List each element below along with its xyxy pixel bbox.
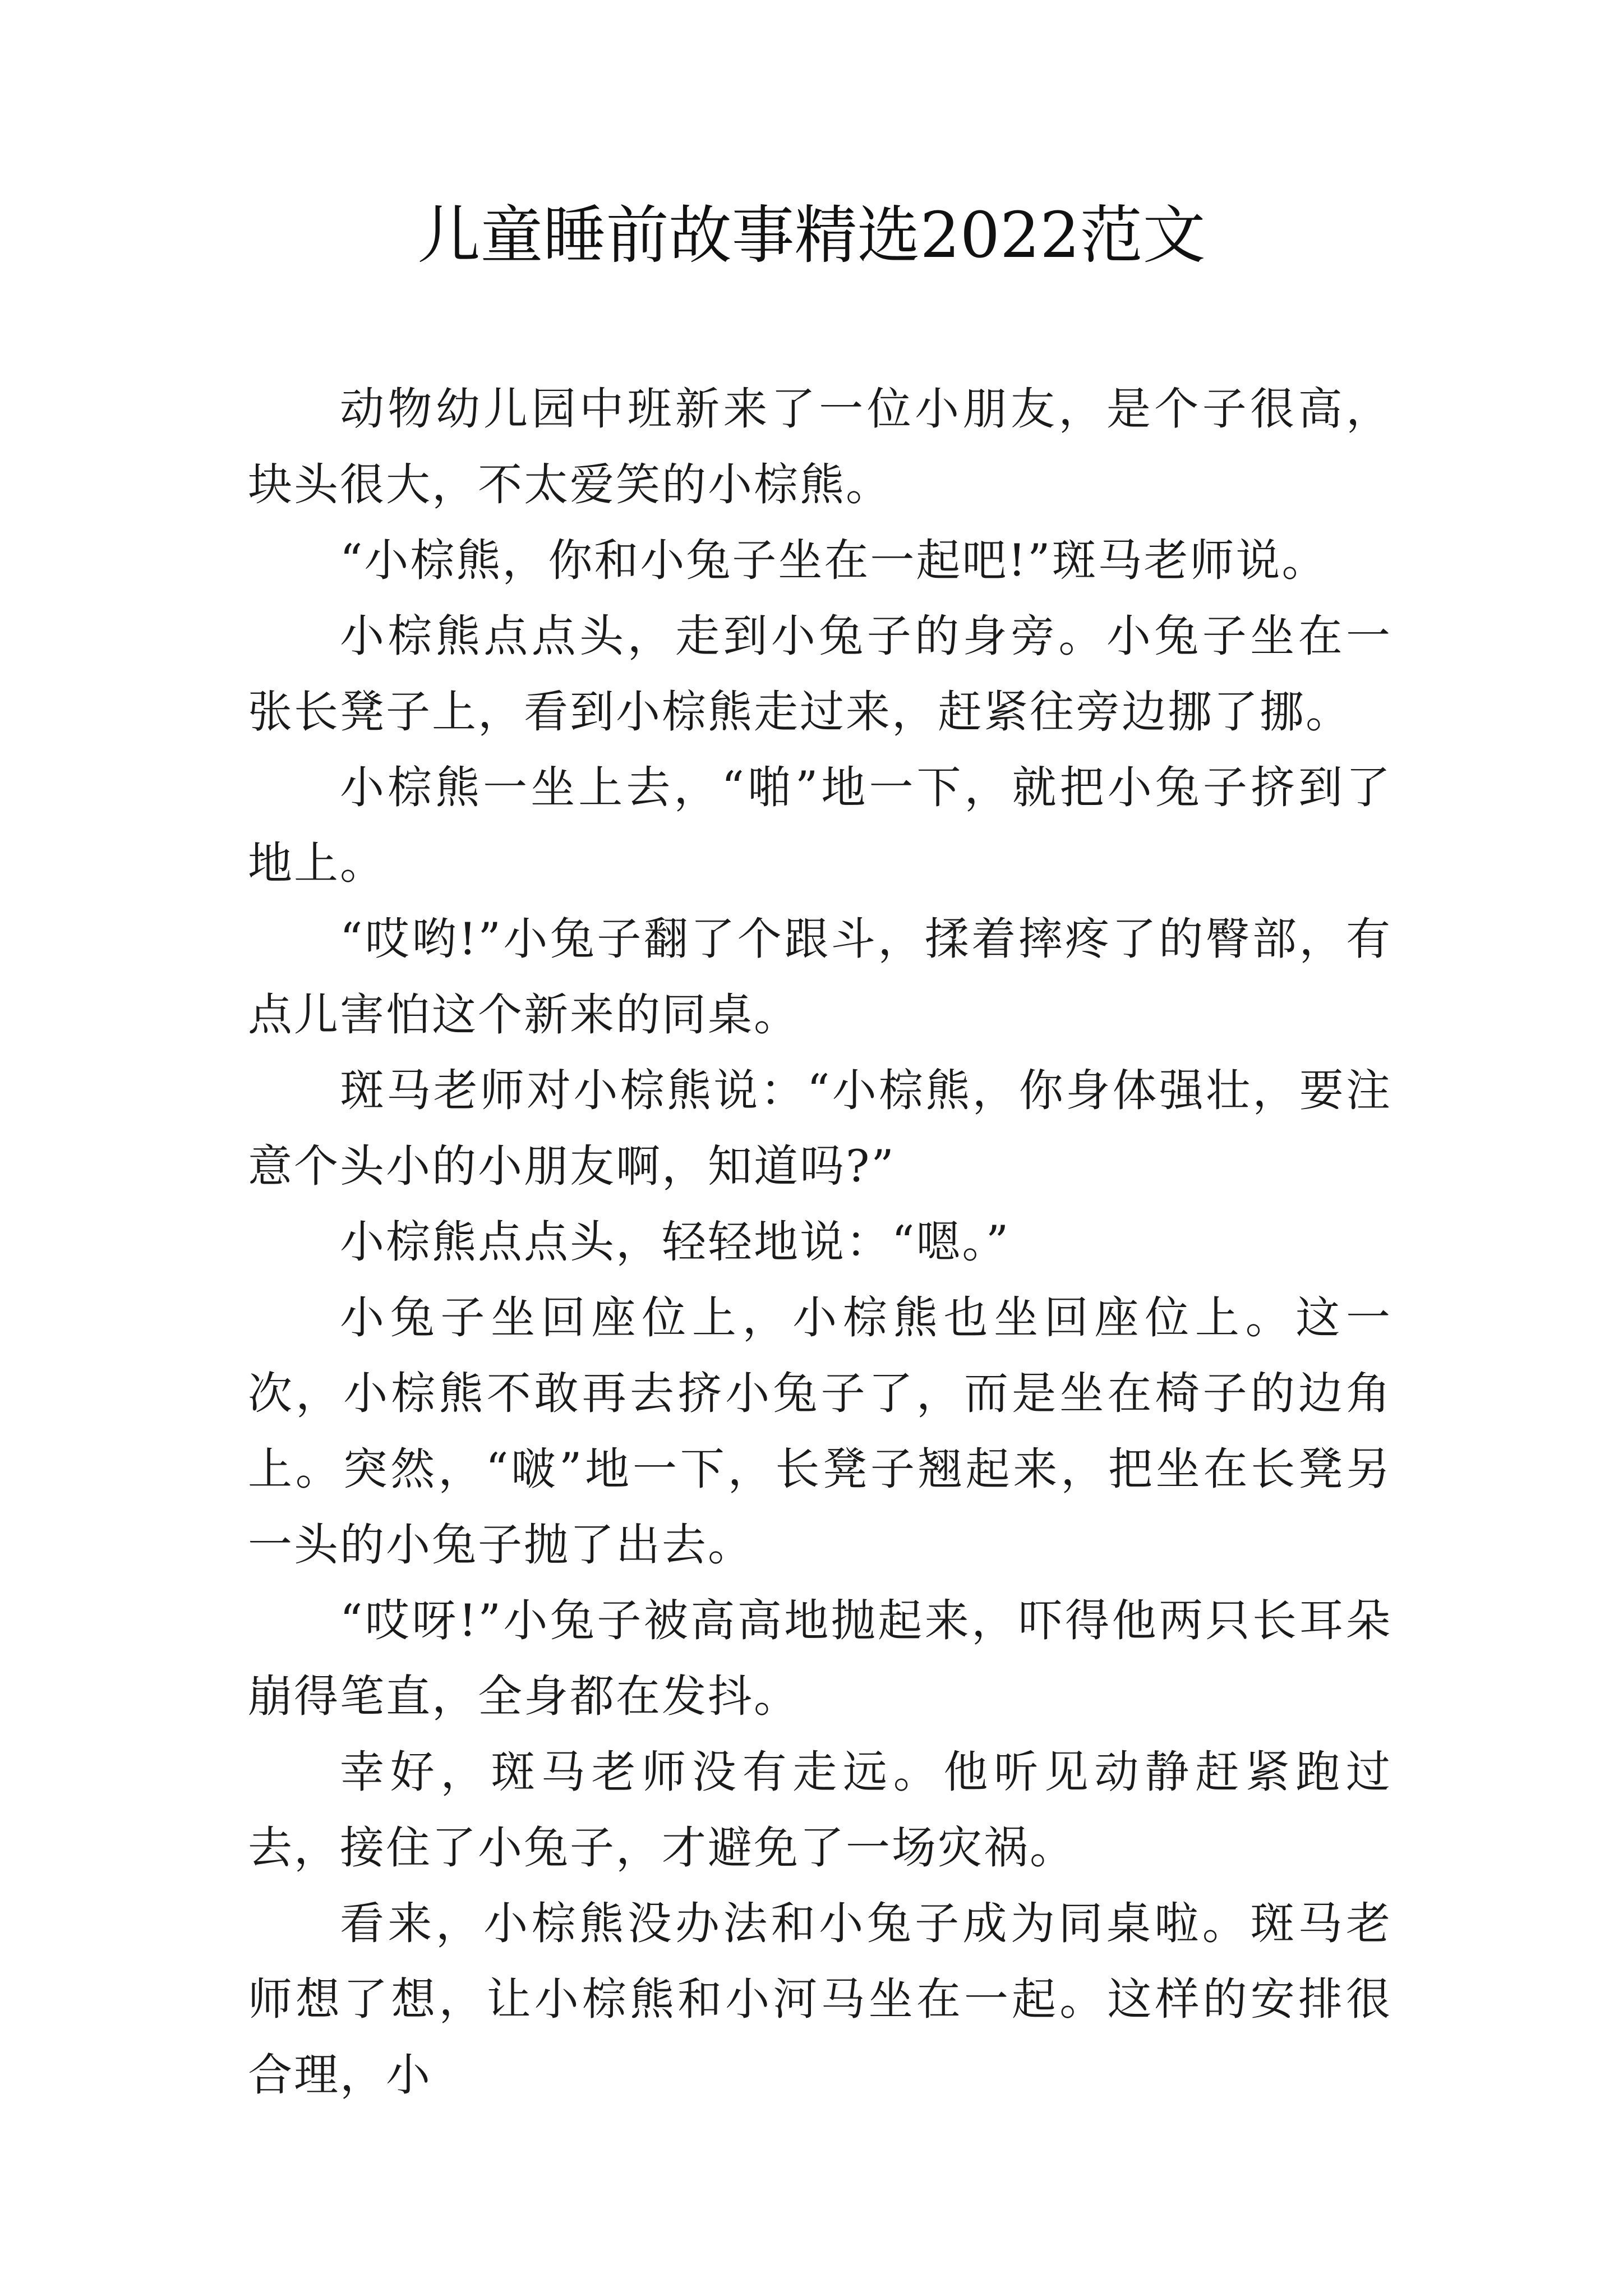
paragraph: 小兔子坐回座位上，小棕熊也坐回座位上。这一次，小棕熊不敢再去挤小兔子了，而是坐在椅子的边角上。突然，“啵”地一下，长凳子翘起来，把坐在长凳另一头的小兔子抛了出去。 <box>248 1292 1392 1571</box>
paragraph: 斑马老师对小棕熊说：“小棕熊，你身体强壮，要注意个头小的小朋友啊，知道吗?” <box>248 1065 1392 1192</box>
paragraph: 小棕熊点点头，走到小兔子的身旁。小兔子坐在一张长凳子上，看到小棕熊走过来，赶紧往旁边挪了挪。 <box>248 610 1392 738</box>
paragraph: “小棕熊，你和小兔子坐在一起吧!”斑马老师说。 <box>340 535 1328 586</box>
document-title: 儿童睡前故事精选2022范文 <box>417 199 1206 272</box>
paragraph: 小棕熊点点头，轻轻地说：“嗯。” <box>340 1216 1011 1268</box>
paragraph: 幸好，斑马老师没有走远。他听见动静赶紧跑过去，接住了小兔子，才避免了一场灾祸。 <box>248 1746 1392 1874</box>
paragraph: “哎呀!”小兔子被高高地抛起来，吓得他两只长耳朵崩得笔直，全身都在发抖。 <box>248 1595 1392 1722</box>
paragraph: “哎哟!”小兔子翻了个跟斗，揉着摔疼了的臀部，有点儿害怕这个新来的同桌。 <box>248 913 1392 1041</box>
paragraph: 动物幼儿园中班新来了一位小朋友，是个子很高，块头很大，不太爱笑的小棕熊。 <box>248 383 1392 510</box>
document-body <box>248 371 1392 2113</box>
paragraph: 看来，小棕熊没办法和小兔子成为同桌啦。斑马老师想了想，让小棕熊和小河马坐在一起。这样的安排很合理，小 <box>248 1898 1392 2101</box>
paragraph: 小棕熊一坐上去，“啪”地一下，就把小兔子挤到了地上。 <box>248 762 1392 889</box>
